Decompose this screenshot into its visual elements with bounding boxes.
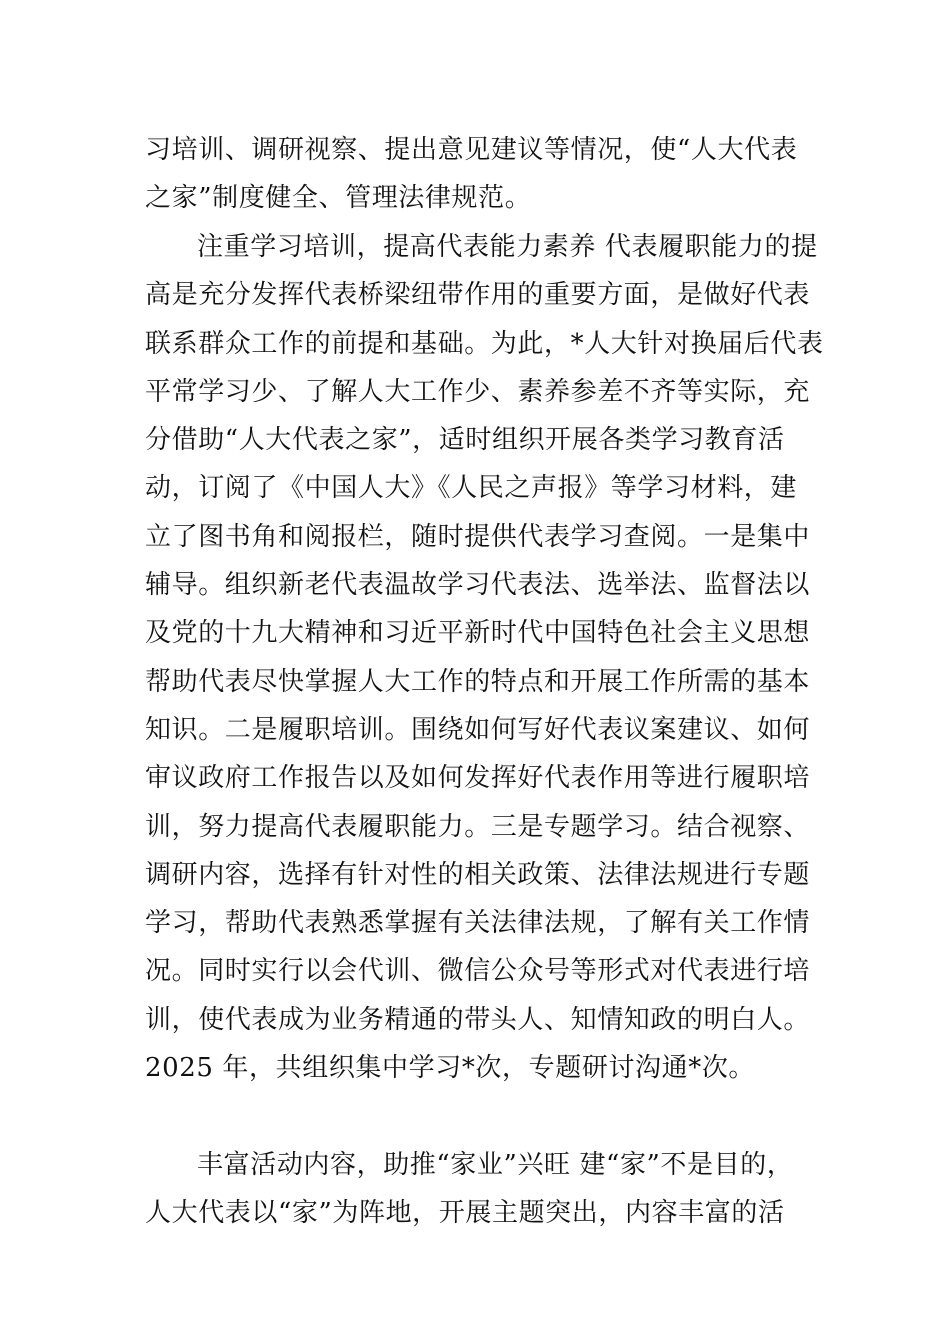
- text-line: 丰富活动内容，助推“家业”兴旺 建“家”不是目的，: [197, 1150, 794, 1180]
- text-line: 高是充分发挥代表桥梁纽带作用的重要方面，是做好代表: [145, 280, 811, 311]
- text-line: 调研内容，选择有针对性的相关政策、法律法规进行专题: [145, 859, 811, 890]
- text-line: 之家”制度健全、管理法律规范。: [145, 183, 532, 214]
- text-line: 立了图书角和阅报栏，随时提供代表学习查阅。一是集中: [145, 521, 811, 552]
- text-line: 习培训、调研视察、提出意见建议等情况，使“人大代表: [145, 135, 798, 165]
- paragraph-1: [145, 126, 845, 223]
- paragraph-2: [145, 223, 845, 1092]
- text-line: 学习，帮助代表熟悉掌握有关法律法规，了解有关工作情: [145, 908, 811, 939]
- text-line: 分借助“人大代表之家”，适时组织开展各类学习教育活: [145, 425, 785, 456]
- text-line: 平常学习少、了解人大工作少、素养参差不齐等实际，充: [145, 376, 811, 407]
- text-line: 帮助代表尽快掌握人大工作的特点和开展工作所需的基本: [145, 666, 811, 697]
- text-line: 况。同时实行以会代训、微信公众号等形式对代表进行培: [145, 956, 811, 987]
- text-line: 知识。二是履职培训。围绕如何写好代表议案建议、如何: [145, 714, 811, 745]
- text-line: 注重学习培训，提高代表能力素养 代表履职能力的提: [197, 232, 818, 262]
- text-line: 动，订阅了《中国人大》《人民之声报》等学习材料，建: [145, 473, 798, 504]
- text-line: 2025 年，共组织集中学习*次，专题研讨沟通*次。: [145, 1053, 756, 1084]
- text-line: 训，使代表成为业务精通的带头人、知情知政的明白人。: [145, 1004, 811, 1035]
- text-line: 审议政府工作报告以及如何发挥好代表作用等进行履职培: [145, 763, 811, 794]
- text-line: 及党的十九大精神和习近平新时代中国特色社会主义思想: [145, 618, 811, 649]
- paragraph-3: [145, 1141, 845, 1238]
- text-line: 人大代表以“家”为阵地，开展主题突出，内容丰富的活: [145, 1198, 785, 1229]
- text-line: 辅导。组织新老代表温故学习代表法、选举法、监督法以: [145, 570, 811, 601]
- text-line: 训，努力提高代表履职能力。三是专题学习。结合视察、: [145, 811, 811, 842]
- text-line: 联系群众工作的前提和基础。为此，*人大针对换届后代表: [145, 328, 824, 359]
